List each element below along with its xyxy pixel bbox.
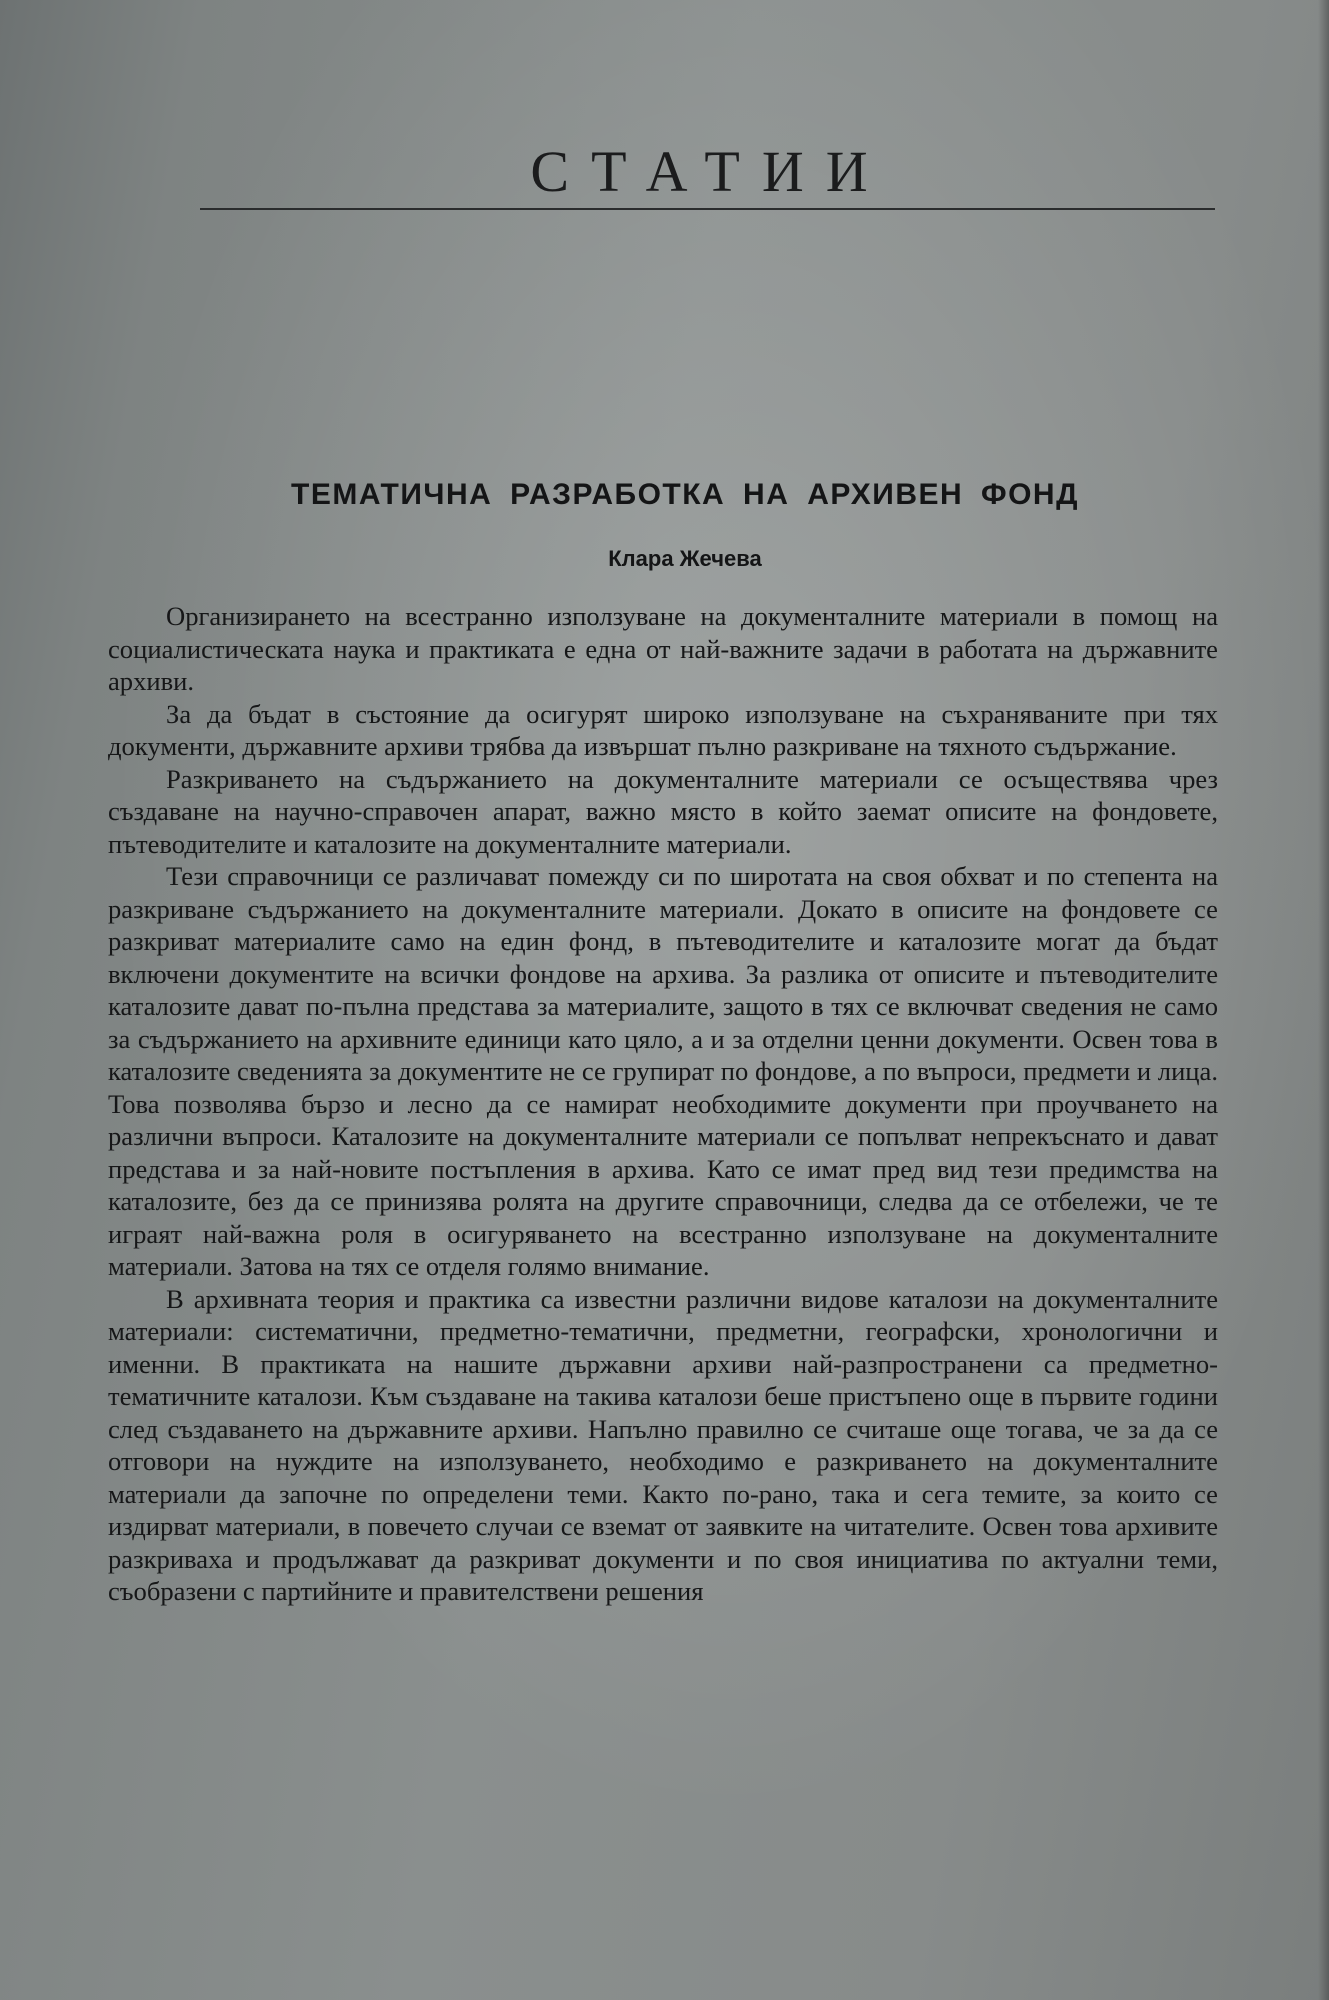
paragraph-3: Разкриването на съдържанието на документалните материали се осъществява чрез създаване на научно-справочен апарат, важно място в който заемат описите на фондовете, пътеводителите и каталозите на документалните материали. bbox=[108, 763, 1218, 859]
paragraph-5: В архивната теория и практика са известни различни видове каталози на документалните материали: систематични, предметно-тематични, предметни, географски, хронологични и именни. В практиката на нашите държавни архиви най-разпространени са предметно-тематичните каталози. Към създаване на такива каталози беше пристъпено още в първите години след създаването на държавните архиви. Напълно правилно се считаше още тогава, че за да се отговори на нуждите на използуването, необходимо е разкриването на документалните материали да започне по определени теми. Както по-рано, така и сега темите, за които се издирват материали, в повечето случаи се вземат от заявките на читателите. Освен това архивите разкриваха и продължават да разкриват документи и по своя инициатива по актуални теми, съобразени с партийните и правителствени решения bbox=[108, 1283, 1218, 1606]
page-edge-shadow bbox=[1318, 0, 1329, 2000]
paragraph-4: Тези справочници се различават помежду си по широтата на своя обхват и по степента на разкриване съдържанието на документалните материали. Докато в описите на фондовете се разкриват материалите само на един фонд, в пътеводителите и каталозите могат да бъдат включени документите на всички фондове на архива. За разлика от описите и пътеводителите каталозите дават по-пълна представа за материалите, защото в тях се включват сведения не само за съдържанието на архивните единици като цяло, а и за отделни ценни документи. Освен това в каталозите сведенията за документите не се групират по фондове, а по въпроси, предмети и лица. Това позволява бързо и лесно да се намират необходимите документи при проучването на различни въпроси. Каталозите на документалните материали се попълват непрекъснато и дават представа и за най-новите постъпления в архива. Като се имат пред вид тези предимства на каталозите, без да се принизява ролята на другите справочници, следва да се отбележи, че те играят най-важна роля в осигуряването на всестранно използуване на документалните материали. Затова на тях се отделя голямо внимание. bbox=[108, 861, 1218, 1281]
paragraph-2: За да бъдат в състояние да осигурят широко използуване на съхраняваните при тях документи, държавните архиви трябва да извършат пълно разкриване на тяхното съдържание. bbox=[108, 698, 1218, 761]
article-body bbox=[108, 600, 1218, 1608]
paragraph-1: Организирането на всестранно използуване на документалните материали в помощ на социалистическата наука и практиката е една от най-важните задачи в работата на държавните архиви. bbox=[108, 601, 1218, 696]
heading-rule bbox=[200, 208, 1215, 210]
article-author: Клара Жечева bbox=[608, 546, 762, 571]
article-title: ТЕМАТИЧНА РАЗРАБОТКА НА АРХИВЕН ФОНД bbox=[291, 478, 1079, 511]
section-heading: СТАТИИ bbox=[530, 139, 890, 204]
